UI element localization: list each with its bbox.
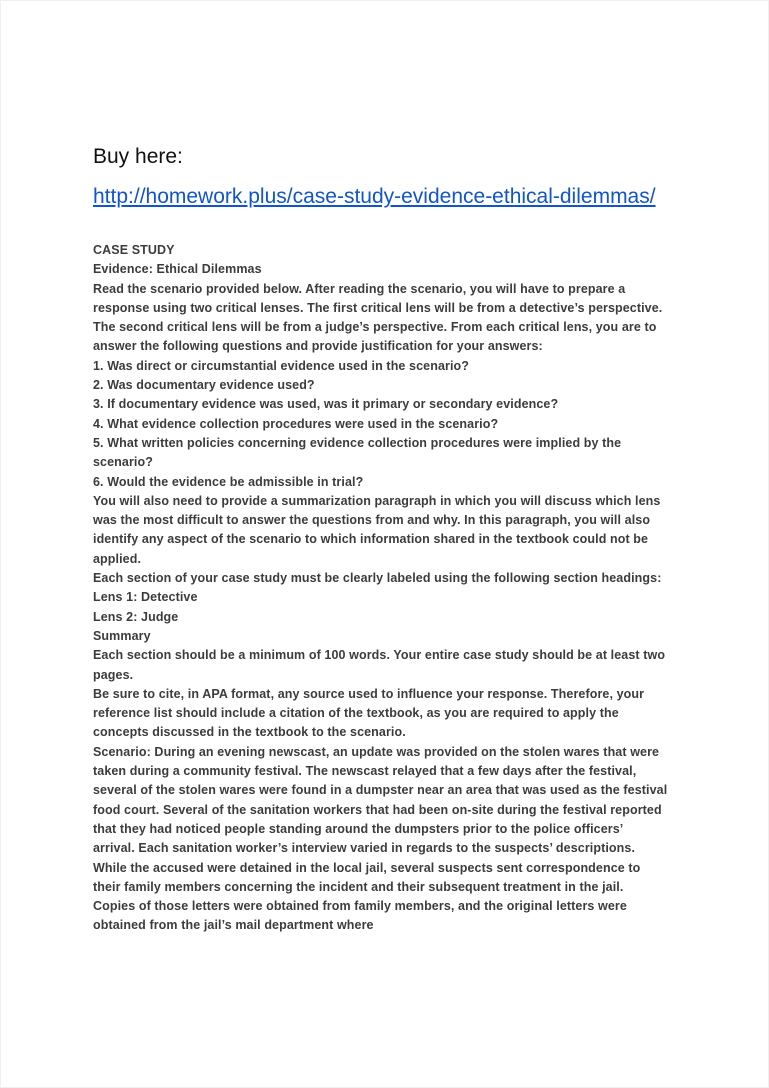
- paragraph-case-study-title: CASE STUDY: [93, 243, 175, 257]
- paragraph-length-requirement: Each section should be a minimum of 100 words. Your entire case study should be at least two pages.: [93, 648, 666, 682]
- paragraph-summarization: You will also need to provide a summarization paragraph in which you will discuss which lens was the most difficult to answer the questions from and why. In this paragraph, you will also identify any aspect of the scenario to which information shared in the textbook could not be applied.: [93, 493, 661, 566]
- buy-here-block: [93, 137, 668, 217]
- paragraph-question-5: 5. What written policies concerning evidence collection procedures were implied by the scenario?: [93, 435, 622, 470]
- paragraph-lens-2: Lens 2: Judge: [93, 609, 179, 624]
- paragraph-subtitle: Evidence: Ethical Dilemmas: [93, 262, 262, 277]
- paragraph-apa-citation: Be sure to cite, in APA format, any source used to influence your response. Therefore, your reference list should include a citation of the textbook, as you are required to apply the concepts discussed in the textbook to the scenario.: [93, 686, 645, 740]
- paragraph-question-6: 6. Would the evidence be admissible in trial?: [93, 474, 364, 489]
- paragraph-summary-heading: Summary: [93, 628, 151, 643]
- paragraph-question-1: 1. Was direct or circumstantial evidence used in the scenario?: [93, 358, 469, 373]
- document-content: [1, 1, 768, 936]
- paragraph-question-2: 2. Was documentary evidence used?: [93, 378, 315, 393]
- buy-here-label: Buy here:: [93, 145, 183, 168]
- case-study-body: [93, 241, 668, 936]
- paragraph-scenario: Scenario: During an evening newscast, an update was provided on the stolen wares that were taken during a community festival. The newscast relayed that a few days after the festival, several of the stolen wares were found in a dumpster near an area that was used as the festival food court. Several of the sanitation workers that had been on-site during the festival reported that they had noticed people standing around the dumpsters prior to the police officers’ arrival. Each sanitation worker’s interview varied in regards to the suspects’ descriptions. While the accused were detained in the local jail, several suspects sent correspondence to their family members concerning the incident and their subsequent treatment in the jail. Copies of those letters were obtained from family members, and the original letters were obtained from the jail’s mail department where: [93, 744, 668, 933]
- paragraph-instructions: Read the scenario provided below. After reading the scenario, you will have to prepare a response using two critical lenses. The first critical lens will be from a detective’s perspective. The second critical lens will be from a judge’s perspective. From each critical lens, you are to answer the following questions and provide justification for your answers:: [93, 281, 663, 354]
- paragraph-lens-1: Lens 1: Detective: [93, 590, 198, 605]
- paragraph-question-4: 4. What evidence collection procedures were used in the scenario?: [93, 416, 499, 431]
- homework-plus-link[interactable]: http://homework.plus/case-study-evidence-ethical-dilemmas/: [93, 185, 656, 208]
- paragraph-section-headings: Each section of your case study must be clearly labeled using the following section headings:: [93, 571, 662, 586]
- paragraph-question-3: 3. If documentary evidence was used, was it primary or secondary evidence?: [93, 397, 559, 412]
